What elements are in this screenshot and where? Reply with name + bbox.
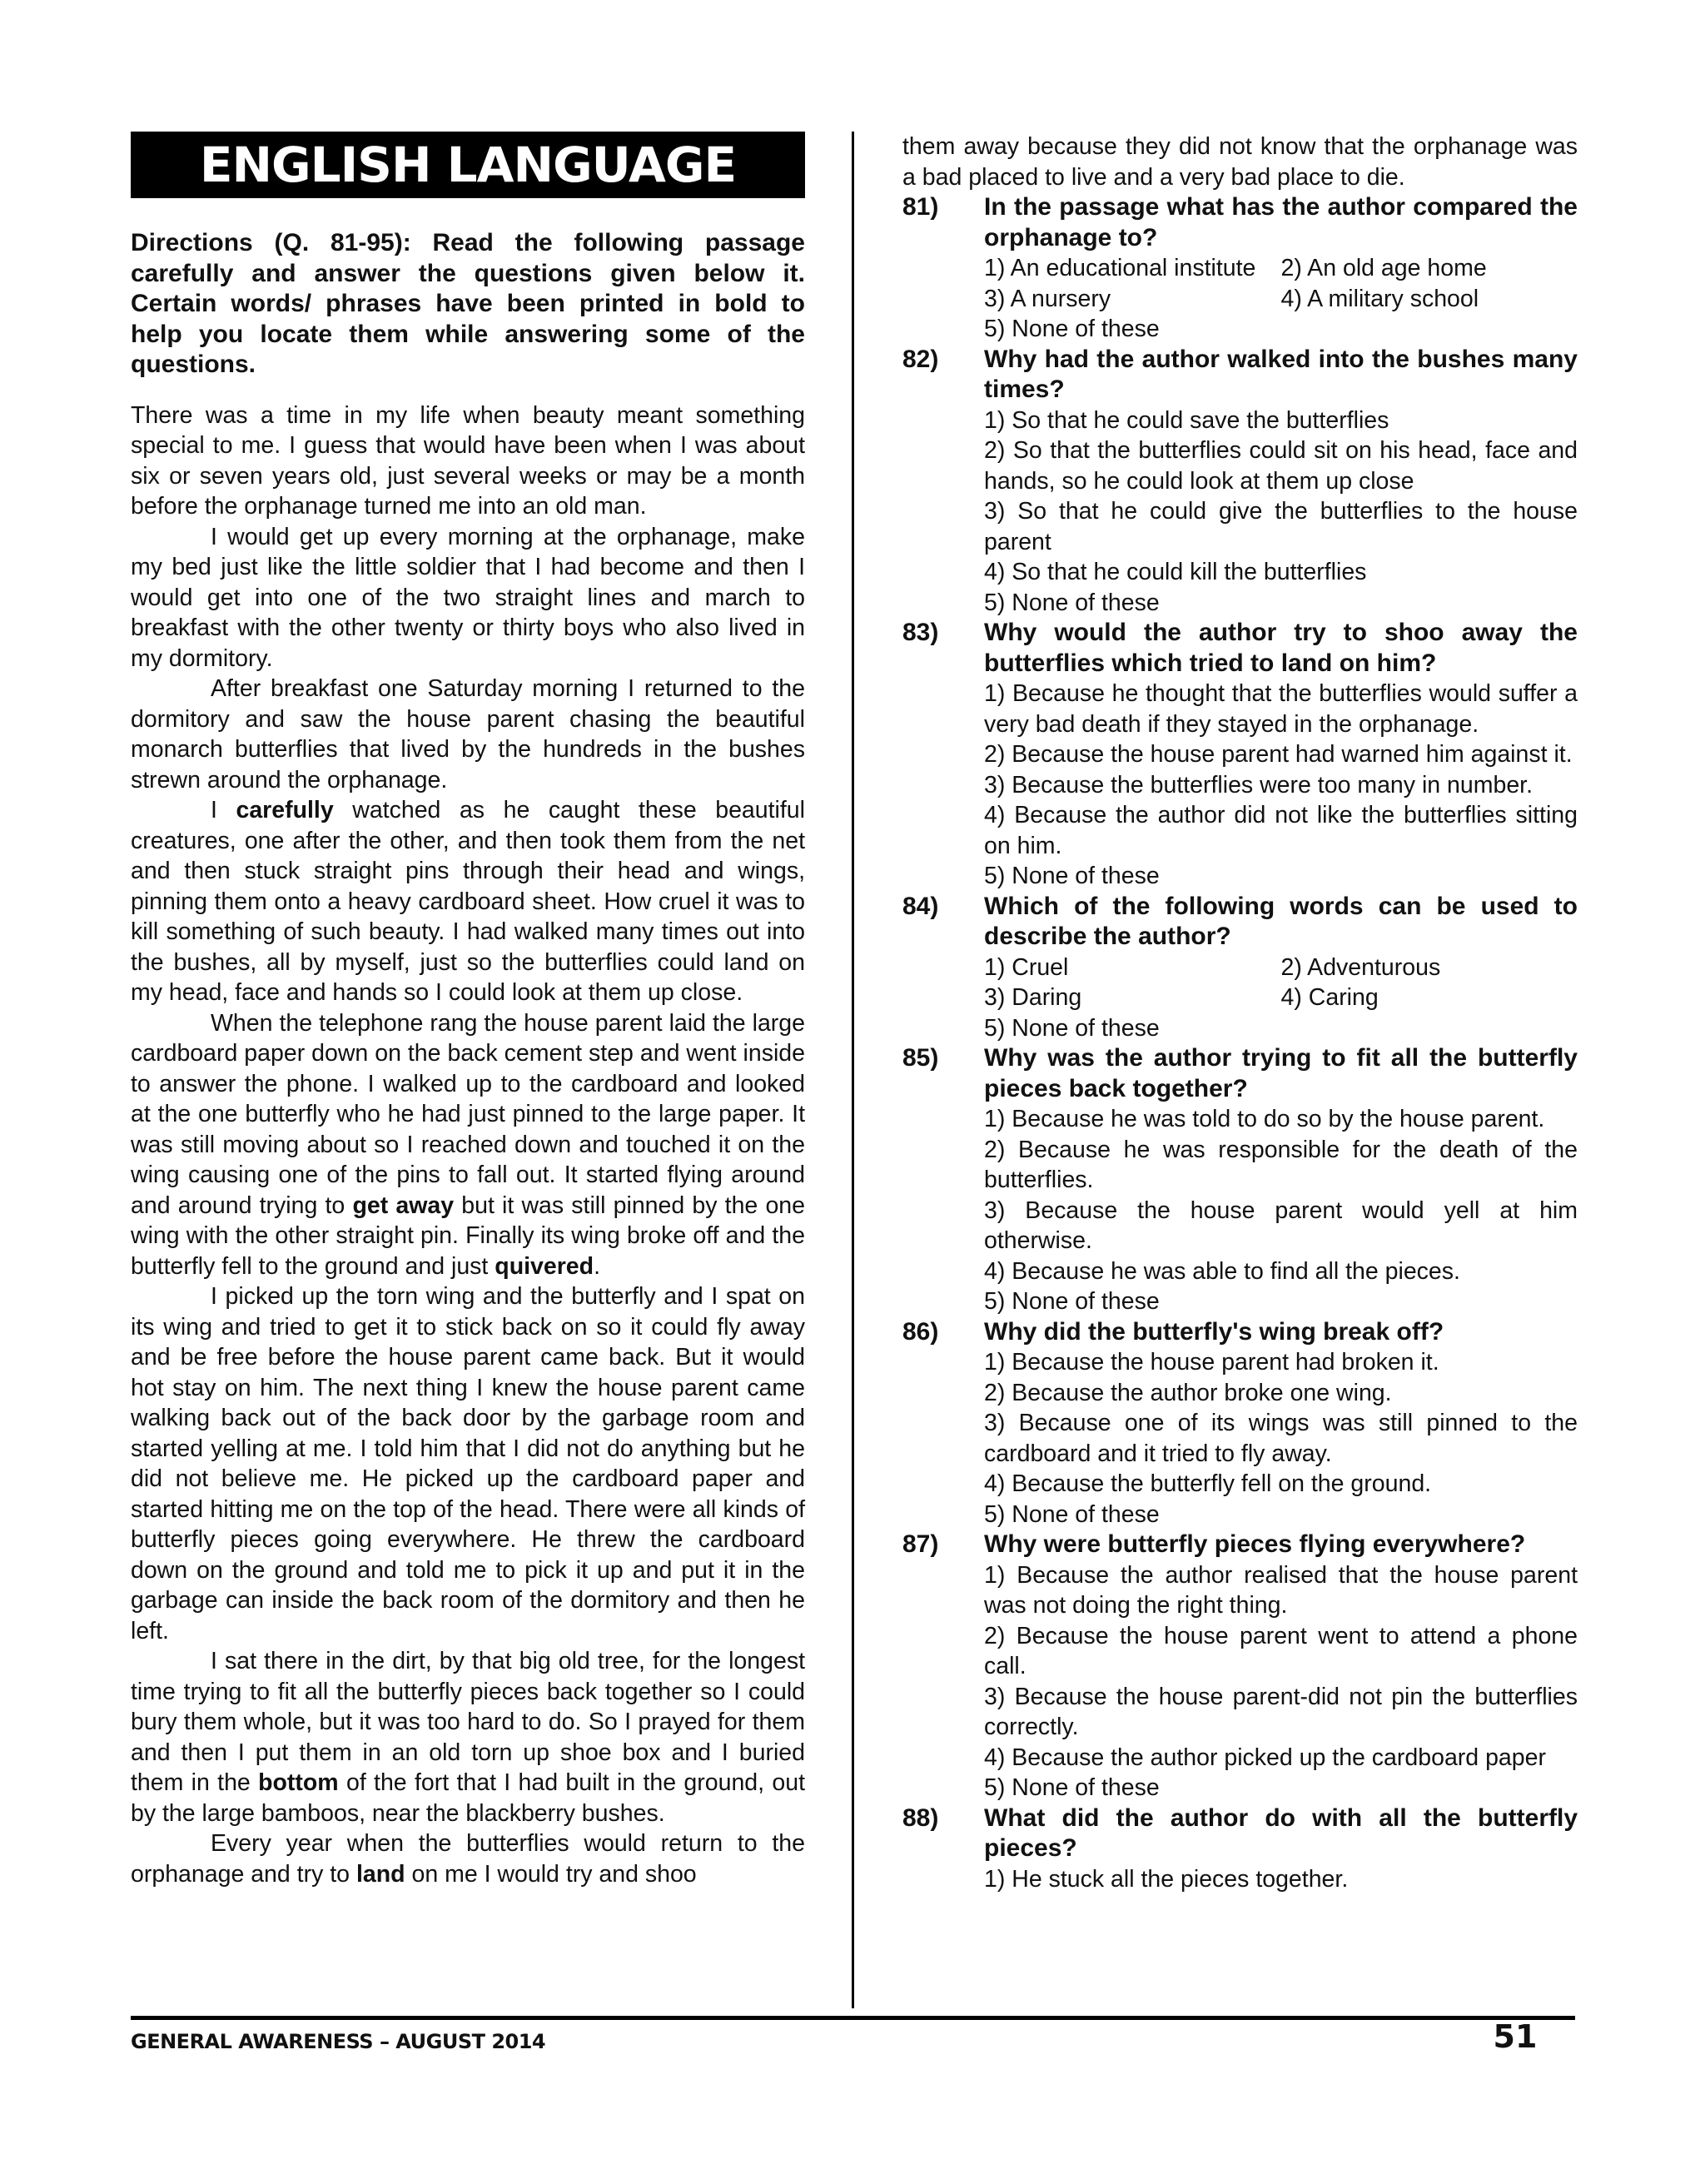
option: 3) Because the house parent-did not pin the butterflies correctly.: [984, 1683, 1578, 1740]
question-number: 83): [902, 619, 939, 646]
question-heading: [902, 1317, 1578, 1348]
option: 5) None of these: [984, 1288, 1160, 1315]
option: 5) None of these: [984, 1500, 1160, 1528]
option: 5) None of these: [984, 589, 1160, 616]
answer-options: [984, 405, 1578, 619]
option-row: [984, 284, 1578, 315]
option: 1) Because the author realised that the house parent was not doing the right thing.: [984, 1561, 1578, 1619]
question-heading: [902, 345, 1578, 405]
question-text: Why had the author walked into the bushes many times?: [984, 345, 1578, 403]
option: 1) Because he was told to do so by the house parent.: [984, 1106, 1545, 1132]
option: 4) A military school: [1280, 285, 1479, 312]
question-88: [902, 1803, 1578, 1895]
option: 1) Cruel: [984, 953, 1069, 981]
passage-paragraph: There was a time in my life when beauty meant something special to me. I guess that would have been when I was about six or seven years old, just several weeks or may be a month before the orphanage turned me into an old man.: [131, 401, 805, 520]
option: 2) An old age home: [1280, 255, 1487, 281]
reading-passage: [131, 400, 805, 1890]
question-86: [902, 1317, 1578, 1530]
passage-continuation: them away because they did not know that the orphanage was a bad placed to live and a very bad place to die.: [902, 133, 1578, 191]
question-number: 88): [902, 1803, 939, 1832]
question-text: Why were butterfly pieces flying everywhere?: [984, 1530, 1526, 1558]
question-84: [902, 892, 1578, 1044]
question-number: 86): [902, 1317, 939, 1346]
option: 3) Daring: [984, 984, 1082, 1011]
answer-options: [984, 1560, 1578, 1803]
option: 2) So that the butterflies could sit on his head, face and hands, so he could look at them up close: [984, 437, 1578, 495]
passage-paragraph: After breakfast one Saturday morning I returned to the dormitory and saw the house parent chasing the beautiful monarch butterflies that lived by the hundreds in the bushes strewn around the orphanage.: [131, 675, 805, 794]
question-81: [902, 192, 1578, 345]
option: 1) Because he thought that the butterflies would suffer a very bad death if they stayed in the orphanage.: [984, 680, 1578, 738]
text-run: of the fort that I had built in the ground, out by the large bamboos, near the blackberry bushes.: [131, 1769, 805, 1827]
question-heading: [902, 1043, 1578, 1104]
option-row: [984, 983, 1578, 1013]
question-text: Why did the butterfly's wing break off?: [984, 1317, 1444, 1346]
text-run: I sat there in the dirt, by that big old tree, for the longest time trying to fit all the butterfly pieces back together so I could bury them whole, but it was too hard to do. So I prayed for them and then I put them in an old torn up shoe box and I buried them in the: [131, 1648, 805, 1796]
option: 3) Because the house parent would yell at him otherwise.: [984, 1196, 1578, 1254]
text-run: When the telephone rang the house parent laid the large cardboard paper down on the back cement step and went inside to answer the phone. I walked up to the cardboard and looked at the one butterfly who he had just pinned to the large paper. It was still moving about so I reached down and touched it on the wing causing one of the pins to fall out. It started flying around and around trying to: [131, 1009, 805, 1219]
passage-paragraph: [131, 795, 805, 1008]
question-text: What did the author do with all the butterfly pieces?: [984, 1803, 1578, 1862]
question-number: 84): [902, 892, 939, 920]
column-divider: [852, 132, 854, 2008]
question-heading: [902, 1803, 1578, 1864]
option: 2) Adventurous: [1280, 953, 1441, 981]
section-title-banner: [131, 132, 805, 198]
option-row: [984, 253, 1578, 284]
passage-paragraph: I picked up the torn wing and the butterfly and I spat on its wing and tried to get it to stick back on so it could fly away and be free before the house parent came back. But it would hot stay on him. The next thing I knew the house parent came walking back out of the back door by the garbage room and started yelling at me. I told him that I did not do anything but he did not believe me. He picked up the cardboard paper and started hitting me on the top of the head. There were all kinds of butterfly pieces going everywhere. He threw the cardboard down on the ground and told me to pick it up and put it in the garbage can inside the back room of the dormitory and then he left.: [131, 1283, 805, 1644]
option: 1) So that he could save the butterflies: [984, 406, 1389, 434]
option: 4) Because he was able to find all the pieces.: [984, 1257, 1460, 1285]
option: 4) Because the butterfly fell on the ground.: [984, 1470, 1432, 1497]
option: 4) Because the author picked up the cardboard paper: [984, 1744, 1546, 1771]
option: 3) A nursery: [984, 285, 1111, 312]
question-87: [902, 1530, 1578, 1803]
option: 5) None of these: [984, 1014, 1160, 1042]
question-number: 81): [902, 193, 939, 221]
question-text: Why would the author try to shoo away the butterflies which tried to land on him?: [984, 619, 1578, 677]
right-column: [902, 132, 1578, 1894]
option: 3) So that he could give the butterflies to the house parent: [984, 498, 1578, 555]
passage-paragraph: I would get up every morning at the orphanage, make my bed just like the little soldier that I had become and then I would get into one of the two straight lines and march to breakfast with the other twenty or thirty boys who also lived in my dormitory.: [131, 523, 805, 672]
answer-options: [984, 1104, 1578, 1317]
question-number: 87): [902, 1530, 939, 1558]
answer-options: [984, 1864, 1578, 1895]
question-text: In the passage what has the author compared the orphanage to?: [984, 193, 1578, 251]
option: 4) So that he could kill the butterflies: [984, 559, 1367, 585]
option: 4) Because the author did not like the butterflies sitting on him.: [984, 802, 1578, 859]
answer-options: [984, 253, 1578, 345]
option: 5) None of these: [984, 1774, 1160, 1801]
bold-word: carefully: [236, 797, 334, 823]
section-title: ENGLISH LANGUAGE: [199, 137, 737, 193]
option-row: [984, 953, 1578, 983]
question-text: Why was the author trying to fit all the butterfly pieces back together?: [984, 1044, 1578, 1102]
bold-word: get away: [352, 1191, 455, 1219]
bold-word: land: [355, 1860, 405, 1888]
option: 2) Because he was responsible for the death of the butterflies.: [984, 1136, 1578, 1193]
directions-text: Directions (Q. 81-95): Read the following passage carefully and answer the questions given below it. Certain words/ phrases have been printed in bold to help you locate them while answering some of the questions.: [131, 229, 805, 378]
option: 1) He stuck all the pieces together.: [984, 1865, 1349, 1893]
passage-paragraph: [131, 1008, 805, 1282]
option: 3) Because one of its wings was still pinned to the cardboard and it tried to fly away.: [984, 1410, 1578, 1467]
text-run: I: [211, 797, 236, 823]
left-column: [131, 132, 805, 1889]
footer-rule: [131, 2016, 1575, 2020]
option: 1) An educational institute: [984, 255, 1256, 281]
option: 5) None of these: [984, 316, 1160, 342]
question-heading: [902, 1530, 1578, 1560]
question-82: [902, 345, 1578, 619]
text-run: but it was still pinned by the one wing with the other straight pin. Finally its wing broke off and the butterfly fell to the ground and just: [131, 1191, 805, 1280]
text-run: watched as he caught these beautiful creatures, one after the other, and then took them from the net and then stuck straight pins through their head and wings, pinning them onto a heavy cardboard sheet. How cruel it was to kill something of such beauty. I had walked many times out into the bushes, all by myself, just so the butterflies could land on my head, face and hands so I could look at them up close.: [131, 797, 805, 1006]
bold-word: bottom: [258, 1769, 339, 1796]
answer-options: [984, 953, 1578, 1044]
option: 2) Because the author broke one wing.: [984, 1379, 1392, 1406]
question-text: Which of the following words can be used to describe the author?: [984, 892, 1578, 950]
passage-paragraph: [131, 1646, 805, 1828]
question-heading: [902, 192, 1578, 253]
answer-options: [984, 679, 1578, 892]
question-number: 82): [902, 345, 939, 373]
option: 5) None of these: [984, 863, 1160, 889]
text-run: .: [594, 1252, 600, 1280]
text-run: on me I would try and shoo: [405, 1860, 697, 1888]
answer-options: [984, 1347, 1578, 1530]
passage-paragraph: [131, 1828, 805, 1889]
question-number: 85): [902, 1044, 939, 1072]
question-heading: [902, 618, 1578, 679]
option: 3) Because the butterflies were too many in number.: [984, 771, 1534, 798]
option: 4) Caring: [1280, 984, 1379, 1011]
page-number: 51: [1493, 2018, 1538, 2055]
text-run: Every year when the butterflies would return to the orphanage and try to: [131, 1830, 805, 1888]
bold-word: quivered: [495, 1252, 594, 1280]
question-83: [902, 618, 1578, 892]
option: 2) Because the house parent had warned him against it.: [984, 741, 1573, 768]
question-85: [902, 1043, 1578, 1317]
option: 1) Because the house parent had broken it.: [984, 1349, 1439, 1376]
question-heading: [902, 892, 1578, 953]
option: 2) Because the house parent went to attend a phone call.: [984, 1622, 1578, 1679]
footer-publication: GENERAL AWARENESS – AUGUST 2014: [131, 2030, 546, 2053]
